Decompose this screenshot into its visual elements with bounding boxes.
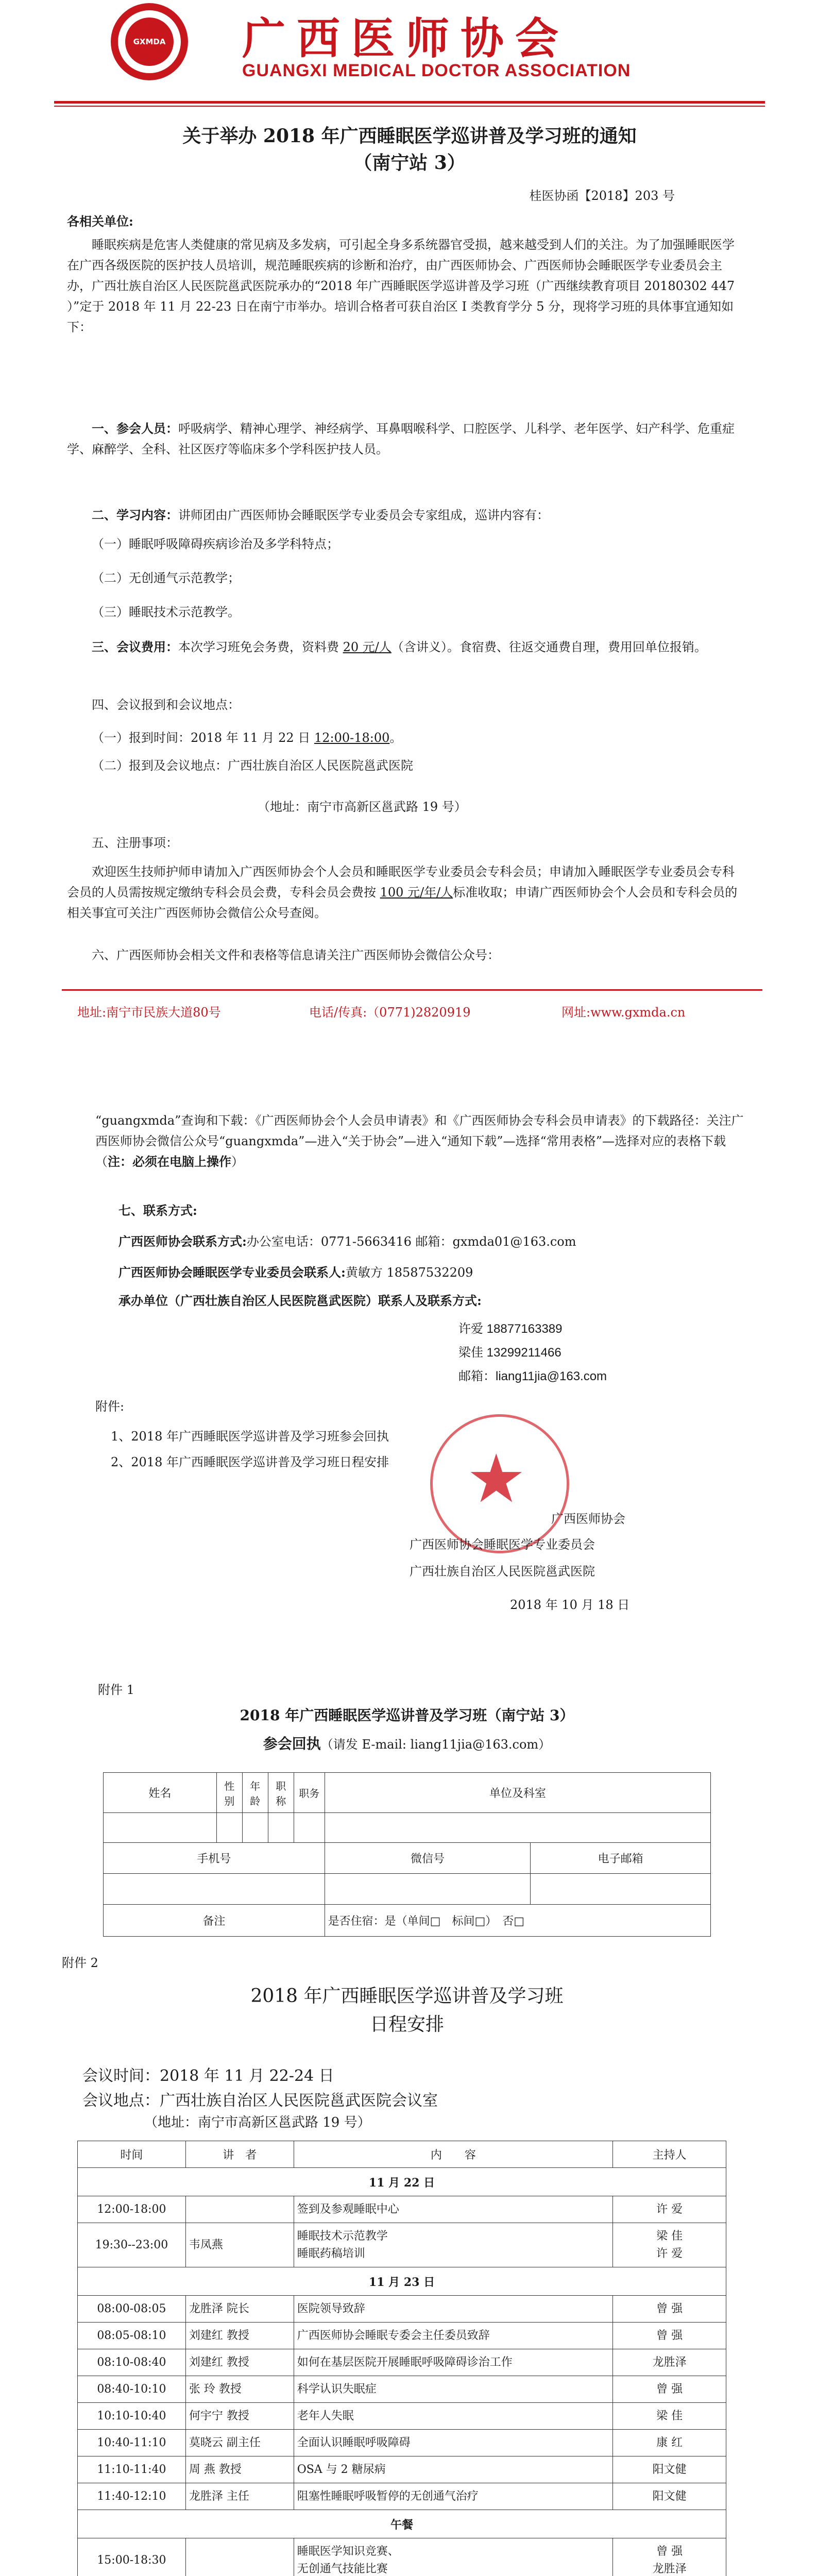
membership-text-b: 标准收取；申请广西医师协会个人会员和专科会员的相关事宜可关注广西医师协会微信公众号查阅。 xyxy=(67,885,738,920)
cell-content: 签到及参观睡眠中心 xyxy=(294,2196,612,2223)
contact-label: 广西医师协会联系方式: xyxy=(118,1234,247,1249)
cell-speaker: 周 燕 教授 xyxy=(185,2456,294,2483)
registration-time-label: （一）报到时间：2018 年 11 月 22 日 xyxy=(92,731,314,745)
seal-star-icon: ★ xyxy=(466,1439,526,1518)
attachment1-subtitle xyxy=(103,1734,711,1755)
section-label: 三、会议费用： xyxy=(92,639,178,654)
section-text: 讲师团由广西医师协会睡眠医学专业委员会专家组成，巡讲内容有： xyxy=(178,508,549,522)
cell-host: 龙胜泽 xyxy=(613,2349,726,2376)
header-speaker: 讲 者 xyxy=(185,2141,294,2168)
doc-number: 桂医协函【2018】203 号 xyxy=(529,189,675,203)
cell-content: 广西医师协会睡眠专委会主任委员致辞 xyxy=(294,2323,612,2349)
content-item-1: （一）睡眠呼吸障碍疾病诊治及多学科特点； xyxy=(92,537,339,551)
input-wechat[interactable] xyxy=(325,1874,531,1905)
col-position: 职务 xyxy=(294,1773,325,1813)
notice-title: 关于举办 2018 年广西睡眠医学巡讲普及学习班的通知 xyxy=(182,125,637,147)
cell-content: 睡眠医学知识竞赛、 无创通气技能比赛 xyxy=(294,2538,612,2576)
schedule-row xyxy=(78,2538,726,2576)
receipt-form xyxy=(103,1772,711,1937)
section-text: 呼吸病学、精神心理学、神经病学、耳鼻咽喉科学、口腔医学、儿科学、老年医学、妇产科学、危重症学、麻醉学、全科、社区医疗等临床多个学科医护技人员。 xyxy=(67,421,735,456)
input-name[interactable] xyxy=(104,1813,217,1843)
download-instructions xyxy=(95,1110,744,1172)
cell-speaker: 莫晓云 副主任 xyxy=(185,2430,294,2456)
meeting-time: 会议时间：2018 年 11 月 22-24 日 xyxy=(82,2067,334,2085)
salutation: 各相关单位: xyxy=(67,214,133,229)
header-host: 主持人 xyxy=(613,2141,726,2168)
signature-org-2: 广西医师协会睡眠医学专业委员会 xyxy=(410,1537,595,1552)
registration-time xyxy=(67,727,742,748)
schedule-row xyxy=(78,2483,726,2510)
header-divider xyxy=(54,101,765,104)
contact-host-1: 许爱 18877163389 xyxy=(458,1322,563,1336)
day-23-header: 11 月 23 日 xyxy=(78,2267,726,2296)
attachment-2-link: 2、2018 年广西睡眠医学巡讲普及学习班日程安排 xyxy=(111,1455,389,1469)
input-email[interactable] xyxy=(531,1874,711,1905)
cell-content: 如何在基层医院开展睡眠呼吸障碍诊治工作 xyxy=(294,2349,612,2376)
cell-speaker xyxy=(185,2538,294,2576)
cell-time: 19:30--23:00 xyxy=(78,2223,186,2267)
cell-speaker: 张 玲 教授 xyxy=(185,2376,294,2403)
download-text: “guangxmda”查询和下载：《广西医师协会个人会员申请表》和《广西医师协会专科会员申请表》的下载路径：关注广西医师协会微信公众号“guangxmda”—进入“关于协会”—进入“通知下载”—选择“常用表格”—选择对应的表格下载（ xyxy=(95,1113,744,1169)
cell-host: 曾 强 xyxy=(613,2323,726,2349)
cell-host: 阳文健 xyxy=(613,2483,726,2510)
section-text: 本次学习班免会务费，资料费 xyxy=(178,640,343,654)
punct: 。 xyxy=(389,731,402,745)
registration-place: （二）报到及会议地点：广西壮族自治区人民医院邕武医院 xyxy=(92,758,413,773)
content-item-3: （三）睡眠技术示范教学。 xyxy=(92,605,240,619)
schedule-table xyxy=(77,2141,726,2576)
section-fees xyxy=(67,637,742,657)
contact-host-2: 梁佳 13299211466 xyxy=(458,1346,561,1360)
cell-time: 11:40-12:10 xyxy=(78,2483,186,2510)
receipt-heading: 参会回执 xyxy=(263,1735,321,1752)
input-age[interactable] xyxy=(242,1813,268,1843)
schedule-row xyxy=(78,2196,726,2223)
contact-label: 广西医师协会睡眠医学专业委员会联系人: xyxy=(118,1265,346,1280)
section-registration: 四、会议报到和会议地点： xyxy=(92,698,240,712)
attachments-label: 附件: xyxy=(95,1399,125,1414)
contact-host-email: 邮箱：liang11jia@163.com xyxy=(458,1369,607,1383)
label-email: 电子邮箱 xyxy=(531,1843,711,1874)
schedule-row xyxy=(78,2223,726,2267)
section-attendees xyxy=(67,418,742,460)
schedule-row xyxy=(78,2323,726,2349)
cell-time: 08:00-08:05 xyxy=(78,2296,186,2323)
section-label: 二、学习内容： xyxy=(92,507,178,522)
day-22-header: 11 月 22 日 xyxy=(78,2168,726,2196)
schedule-row xyxy=(78,2376,726,2403)
footer-website: 网址:www.gxmda.cn xyxy=(561,1005,686,1020)
cell-content: 老年人失眠 xyxy=(294,2403,612,2430)
cell-content: 科学认识失眠症 xyxy=(294,2376,612,2403)
material-fee: 20 元/人 xyxy=(343,640,392,654)
cell-time: 15:00-18:30 xyxy=(78,2538,186,2576)
attachment2-label: 附件 2 xyxy=(62,1956,98,1970)
cell-time: 08:05-08:10 xyxy=(78,2323,186,2349)
schedule-row xyxy=(78,2456,726,2483)
registration-address: （地址：南宁市高新区邕武路 19 号） xyxy=(258,800,467,814)
schedule-row xyxy=(78,2349,726,2376)
input-position[interactable] xyxy=(294,1813,325,1843)
cell-speaker: 龙胜泽 主任 xyxy=(185,2483,294,2510)
header-time: 时间 xyxy=(78,2141,186,2168)
col-age: 年龄 xyxy=(242,1773,268,1813)
membership-text-a: 欢迎医生技师护师申请加入广西医师协会个人会员和睡眠医学专业委员会专科会员；申请加入睡眠医学专业委员会专科会员的人员需按规定缴纳专科会员会费，专科会员会费按 xyxy=(67,865,735,900)
receipt-email-note: （请发 E-mail: liang11jia@163.com） xyxy=(320,1737,551,1752)
cell-time: 10:10-10:40 xyxy=(78,2403,186,2430)
schedule-row xyxy=(78,2296,726,2323)
cell-host: 康 红 xyxy=(613,2430,726,2456)
contact-text: 黄敏方 18587532209 xyxy=(345,1265,473,1280)
section-label: 一、参会人员： xyxy=(92,421,178,436)
header-content: 内 容 xyxy=(294,2141,612,2168)
label-note: 备注 xyxy=(104,1905,325,1937)
attachment1-title: 2018 年广西睡眠医学巡讲普及学习班（南宁站 3） xyxy=(240,1707,574,1724)
signature-org-3: 广西壮族自治区人民医院邕武医院 xyxy=(410,1564,595,1579)
cell-speaker xyxy=(185,2196,294,2223)
input-title[interactable] xyxy=(268,1813,294,1843)
col-title: 职称 xyxy=(268,1773,294,1813)
header-divider-thin xyxy=(54,106,765,107)
cell-speaker: 刘建红 教授 xyxy=(185,2349,294,2376)
association-logo: GXMDA xyxy=(125,18,174,66)
col-gender: 性别 xyxy=(216,1773,242,1813)
label-phone: 手机号 xyxy=(104,1843,325,1874)
contact-host-label: 承办单位（广西壮族自治区人民医院邕武医院）联系人及联系方式: xyxy=(118,1293,482,1308)
cell-time: 12:00-18:00 xyxy=(78,2196,186,2223)
cell-host: 曾 强 xyxy=(613,2296,726,2323)
section-wechat: 六、广西医师协会相关文件和表格等信息请关注广西医师协会微信公众号： xyxy=(92,948,500,962)
cell-speaker: 韦凤燕 xyxy=(185,2223,294,2267)
notice-title-sub: （南宁站 3） xyxy=(353,152,466,174)
punct: ） xyxy=(231,1155,244,1169)
cell-time: 08:40-10:10 xyxy=(78,2376,186,2403)
day-23-morning-rows xyxy=(78,2296,726,2510)
membership-text xyxy=(67,861,742,923)
col-name: 姓名 xyxy=(104,1773,217,1813)
registration-time-value: 12:00-18:00 xyxy=(314,731,390,745)
signature-date: 2018 年 10 月 18 日 xyxy=(510,1598,630,1612)
contact-committee xyxy=(118,1262,757,1283)
cell-content: 阻塞性睡眠呼吸暂停的无创通气治疗 xyxy=(294,2483,612,2510)
cell-host: 曾 强 xyxy=(613,2376,726,2403)
schedule-title: 2018 年广西睡眠医学巡讲普及学习班 xyxy=(250,1986,564,2007)
content-item-2: （二）无创通气示范教学； xyxy=(92,571,240,585)
footer-phone: 电话/传真:（0771)2820919 xyxy=(309,1005,471,1020)
cell-speaker: 刘建红 教授 xyxy=(185,2323,294,2349)
meeting-place: 会议地点：广西壮族自治区人民医院邕武医院会议室 xyxy=(82,2092,438,2110)
contact-text: 办公室电话：0771-5663416 邮箱：gxmda01@163.com xyxy=(246,1234,576,1249)
day-23-afternoon-rows xyxy=(78,2538,726,2576)
signature-org-1: 广西医师协会 xyxy=(551,1512,625,1526)
attachment1-label: 附件 1 xyxy=(98,1683,134,1697)
lunch-row: 午餐 xyxy=(78,2510,726,2538)
cell-content: 睡眠技术示范教学 睡眠药稿培训 xyxy=(294,2223,612,2267)
input-gender[interactable] xyxy=(216,1813,242,1843)
cell-time: 10:40-11:10 xyxy=(78,2430,186,2456)
schedule-row xyxy=(78,2430,726,2456)
attachment-1-link: 1、2018 年广西睡眠医学巡讲普及学习班参会回执 xyxy=(111,1429,389,1444)
cell-speaker: 龙胜泽 院长 xyxy=(185,2296,294,2323)
cell-time: 08:10-08:40 xyxy=(78,2349,186,2376)
membership-fee: 100 元/年/人 xyxy=(380,885,453,900)
cell-host: 曾 强 龙胜泽 xyxy=(613,2538,726,2576)
accommodation-choice[interactable]: 是否住宿：是（单间□ 标间□） 否□ xyxy=(325,1905,710,1937)
download-note: 注：必须在电脑上操作 xyxy=(108,1154,231,1169)
footer-address: 地址:南宁市民族大道80号 xyxy=(77,1005,221,1020)
schedule-row xyxy=(78,2403,726,2430)
cell-host: 许 爱 xyxy=(613,2196,726,2223)
cell-host: 梁 佳 许 爱 xyxy=(613,2223,726,2267)
col-organization: 单位及科室 xyxy=(325,1773,710,1813)
day-22-rows xyxy=(78,2196,726,2267)
contact-association xyxy=(118,1231,757,1252)
label-wechat: 微信号 xyxy=(325,1843,531,1874)
footer-divider xyxy=(62,989,762,991)
section-text: （含讲义）。食宿费、往返交通费自理，费用回单位报销。 xyxy=(391,640,707,654)
section-membership: 五、注册事项： xyxy=(92,836,178,850)
cell-content: 全面认识睡眠呼吸障碍 xyxy=(294,2430,612,2456)
input-phone[interactable] xyxy=(104,1874,325,1905)
org-name-en: GUANGXI MEDICAL DOCTOR ASSOCIATION xyxy=(242,61,631,80)
cell-content: 医院领导致辞 xyxy=(294,2296,612,2323)
schedule-subtitle: 日程安排 xyxy=(369,2014,444,2035)
cell-content: OSA 与 2 糖尿病 xyxy=(294,2456,612,2483)
section-content xyxy=(67,505,742,526)
section-contact: 七、联系方式: xyxy=(118,1203,197,1218)
cell-speaker: 何宇宁 教授 xyxy=(185,2403,294,2430)
input-organization[interactable] xyxy=(325,1813,710,1843)
cell-host: 阳文健 xyxy=(613,2456,726,2483)
cell-time: 11:10-11:40 xyxy=(78,2456,186,2483)
org-name-cn: 广西医师协会 xyxy=(242,13,570,64)
meeting-address: （地址：南宁市高新区邕武路 19 号） xyxy=(144,2115,371,2130)
intro-paragraph: 睡眠疾病是危害人类健康的常见病及多发病，可引起全身多系统器官受损，越来越受到人们的关注。为了加强睡眠医学在广西各级医院的医护技人员培训，规范睡眠疾病的诊断和治疗，由广西医师协会、广西医师协会睡眠医学专业委员会主办，广西壮族自治区人民医院邕武医院承办的“2018 年广西睡眠医学巡讲普及学习班（广西继续教育项目 20180302 447 ）”定于 2018 年 11 月 22-23 日在南宁市举办。培训合格者可获自治区 I 类教育学分 5 分，现将学习班的具体事宜通知如下： xyxy=(67,238,735,334)
cell-host: 梁 佳 xyxy=(613,2403,726,2430)
